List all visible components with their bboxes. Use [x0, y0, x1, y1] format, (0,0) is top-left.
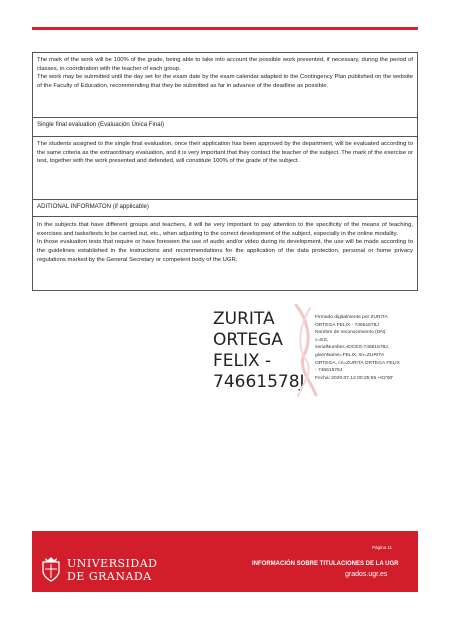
university-name-line2: DE GRANADA: [67, 570, 152, 583]
section-title: Single final evaluation (Evaluación Única Final): [37, 121, 165, 128]
signer-name-line: ZURITA: [213, 309, 275, 329]
signer-name-line: FELIX -: [213, 351, 272, 371]
info-title: INFORMACIÓN SOBRE TITULACIONES DE LA UGR: [252, 561, 399, 567]
signature-detail-line: Nombre de reconocimiento (DN):: [315, 330, 387, 336]
additional-information-heading-box: [32, 199, 418, 217]
signature-detail-line: Fecha: 2020.07.12 00:25:55 +02'00': [315, 375, 394, 381]
section-title: ADITIONAL INFORMATON (if applicable): [37, 203, 149, 210]
university-crest-icon: [40, 555, 62, 582]
paragraph: The work may be submitted until the day set for the exam date by the exam calendar adapted to the Contingency Plan published on the website of the Faculty of Education, recommending that they be submitted as far in advance of the deadline as possible.: [37, 74, 413, 90]
paragraph: In those evaluation tests that require or have foreseen the use of audio and/or video during its development, the use will be made according to the guidelines established in the instructions and recommendations for the application of the data protection, personal or home privacy regulations marked by the General Secretary or competent body of the UGR.: [37, 239, 413, 263]
footer-banner: [32, 531, 418, 592]
signature-detail-line: givenName=FELIX, sn=ZURITA: [315, 352, 385, 358]
signature-detail-line: c=ES,: [315, 337, 329, 343]
signature-detail-line: ORTEGA FELIX - 74661578J: [315, 322, 379, 328]
signature-detail-line: Firmado digitalmente por ZURITA: [315, 315, 388, 320]
university-name-line1: UNIVERSIDAD: [67, 557, 158, 570]
signature-detail-line: serialNumber=IDCES-74661578J,: [315, 345, 390, 351]
digital-signature-details: [315, 314, 425, 382]
additional-information-text-box: [32, 216, 418, 291]
signature-detail-line: ORTEGA, cn=ZURITA ORTEGA FELIX: [315, 360, 400, 366]
paragraph: The students assigned to the single final evaluation, once their application has been approved by the department, will be evaluated according to the same criteria as the extraordinary evaluation, and it is very important that they contact the teacher of the subject. The mark of the exercise or test, together with the work presented and defended, will constitute 100% of the grade of the subject.: [37, 141, 413, 165]
single-final-evaluation-text-box: [32, 136, 418, 200]
signer-name-line: 74661578J: [213, 372, 305, 392]
single-final-evaluation-heading-box: [32, 117, 418, 137]
paragraph: The mark of the work will be 100% of the grade, being able to take into account the possible work presented, if necessary, during the period of classes, in coordination with the teacher of each group.: [37, 57, 413, 72]
page-number: Página 11: [372, 545, 392, 550]
paragraph: In the subjects that have different groups and teachers, it will be very important to pay attention to the specificity of the means of teaching, exercises and tasks/tests to be carried out, etc., when adjusting to the correct development of the subject, especially in the online modality.: [37, 222, 413, 237]
info-url-link[interactable]: grados.ugr.es: [345, 571, 388, 578]
signature-detail-line: - 74661578J: [315, 368, 343, 374]
header-rule: [32, 27, 418, 30]
signer-name-line: ORTEGA: [213, 330, 283, 350]
evaluation-text-box: [32, 52, 418, 118]
